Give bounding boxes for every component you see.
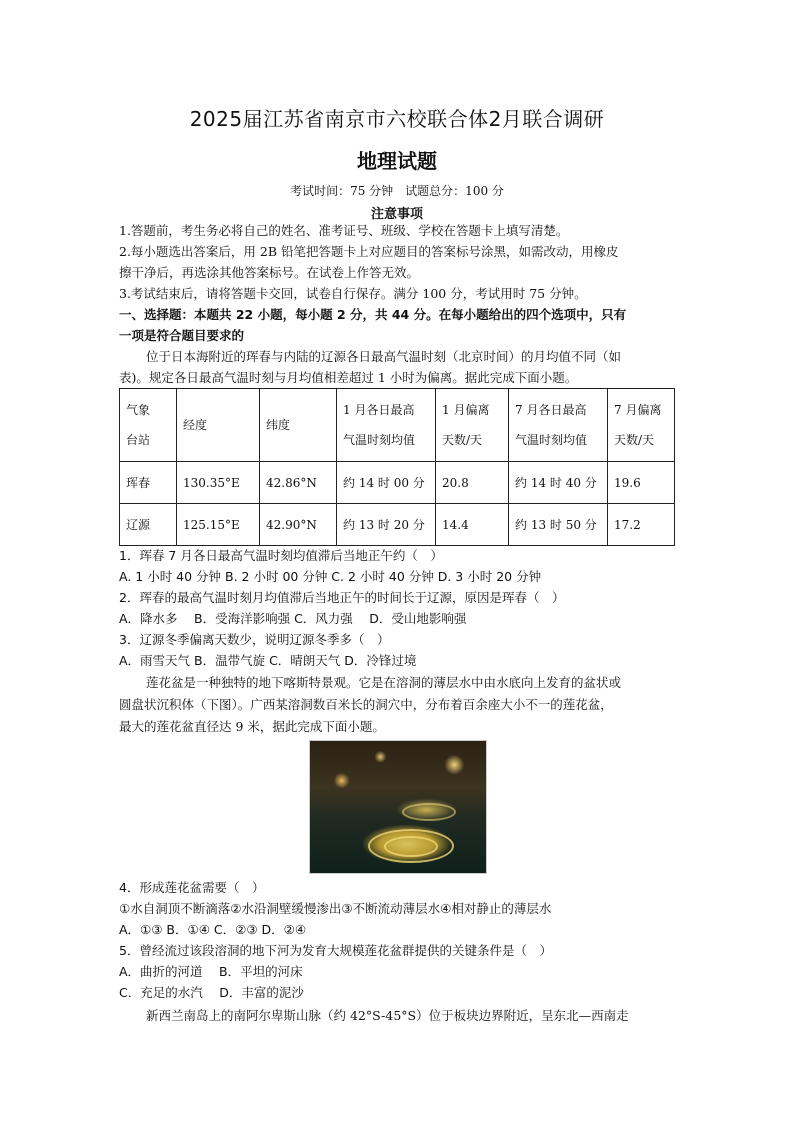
- climate-table: [119, 388, 675, 546]
- table-cell: 约 13 时 20 分: [337, 504, 436, 546]
- notice-line: 1.答题前，考生务必将自己的姓名、准考证号、班级、学校在答题卡上填写清楚。: [119, 223, 569, 238]
- section-heading: 一、选择题：本题共 22 小题，每小题 2 分，共 44 分。在每小题给出的四个选项中，只有: [119, 307, 627, 322]
- notice-heading: 注意事项: [370, 207, 423, 222]
- table-header-cell: 7 月偏离 天数/天: [608, 389, 675, 462]
- question-stem: 2．珲春的最高气温时刻月均值滞后当地正午的时间长于辽源，原因是珲春（ ）: [119, 590, 565, 605]
- question-stem: 1．珲春 7 月各日最高气温时刻均值滞后当地正午约（ ）: [119, 548, 443, 563]
- table-cell: 42.90°N: [260, 504, 337, 546]
- table-row: [120, 462, 675, 504]
- table-cell: 约 14 时 40 分: [509, 462, 608, 504]
- notice-line: 3.考试结束后，请将答题卡交回，试卷自行保存。满分 100 分，考试用时 75 分钟。: [119, 286, 587, 301]
- table-cell: 17.2: [608, 504, 675, 546]
- table-cell: 14.4: [436, 504, 509, 546]
- section-heading-cont: 一项是符合题目要求的: [119, 328, 245, 343]
- table-cell: 42.86°N: [260, 462, 337, 504]
- table-header-cell: 气象 台站: [120, 389, 177, 462]
- notice-line: 擦干净后，再选涂其他答案标号。在试卷上作答无效。: [119, 265, 420, 280]
- question-options: A．曲折的河道 B．平坦的河床: [119, 964, 303, 979]
- table-row: [120, 504, 675, 546]
- table-cell: 约 13 时 50 分: [509, 504, 608, 546]
- passage-text: 新西兰南岛上的南阿尔卑斯山脉（约 42°S-45°S）位于板块边界附近，呈东北—西南走: [146, 1008, 629, 1023]
- question-options: A．雨雪天气 B．温带气旋 C．晴朗天气 D．冷锋过境: [119, 653, 417, 668]
- question-stem: 3．辽源冬季偏离天数少，说明辽源冬季多（ ）: [119, 632, 390, 647]
- question-options: A. 1 小时 40 分钟 B. 2 小时 00 分钟 C. 2 小时 40 分钟 D. 3 小时 20 分钟: [119, 569, 542, 584]
- table-header-cell: 1 月各日最高 气温时刻均值: [337, 389, 436, 462]
- table-header-cell: 经度: [177, 389, 260, 462]
- table-header-cell: 1 月偏离 天数/天: [436, 389, 509, 462]
- question-stem: 5．曾经流过该段溶洞的地下河为发育大规模莲花盆群提供的关键条件是（ ）: [119, 943, 552, 958]
- table-cell: 19.6: [608, 462, 675, 504]
- table-header-cell: 纬度: [260, 389, 337, 462]
- question-options: C．充足的水汽 D．丰富的泥沙: [119, 985, 304, 1000]
- table-cell: 130.35°E: [177, 462, 260, 504]
- table-header-row: [120, 389, 675, 462]
- question-items: ①水自洞顶不断滴落②水沿洞壁缓慢渗出③不断流动薄层水④相对静止的薄层水: [119, 901, 552, 916]
- lotus-basin-cave-photo: [309, 740, 487, 874]
- exam-title: 2025届江苏省南京市六校联合体2月联合调研: [189, 107, 605, 131]
- basin-ring: [384, 836, 438, 857]
- question-options: A．①③ B．①④ C．②③ D．②④: [119, 922, 307, 937]
- basin-ring: [402, 803, 456, 821]
- question-stem: 4．形成莲花盆需要（ ）: [119, 880, 265, 895]
- table-cell: 辽源: [120, 504, 177, 546]
- exam-meta: 考试时间：75 分钟 试题总分：100 分: [290, 184, 504, 198]
- passage-text: 莲花盆是一种独特的地下喀斯特景观。它是在溶洞的薄层水中由水底向上发育的盆状或: [146, 675, 622, 690]
- table-cell: 125.15°E: [177, 504, 260, 546]
- table-cell: 约 14 时 00 分: [337, 462, 436, 504]
- question-options: A．降水多 B．受海洋影响强 C．风力强 D．受山地影响强: [119, 611, 467, 626]
- table-header-cell: 7 月各日最高 气温时刻均值: [509, 389, 608, 462]
- notice-line: 2.每小题选出答案后，用 2B 铅笔把答题卡上对应题目的答案标号涂黑，如需改动，用橡皮: [119, 244, 619, 259]
- passage-text: 最大的莲花盆直径达 9 米，据此完成下面小题。: [119, 719, 385, 734]
- table-cell: 珲春: [120, 462, 177, 504]
- passage-text: 圆盘状沉积体（下图）。广西某溶洞数百米长的洞穴中，分布着百余座大小不一的莲花盆，: [119, 697, 613, 712]
- exam-subject: 地理试题: [357, 149, 437, 173]
- passage-text: 位于日本海附近的珲春与内陆的辽源各日最高气温时刻（北京时间）的月均值不同（如: [146, 349, 622, 364]
- table-cell: 20.8: [436, 462, 509, 504]
- passage-text: 表)。规定各日最高气温时刻与月均值相差超过 1 小时为偏离。据此完成下面小题。: [119, 370, 578, 385]
